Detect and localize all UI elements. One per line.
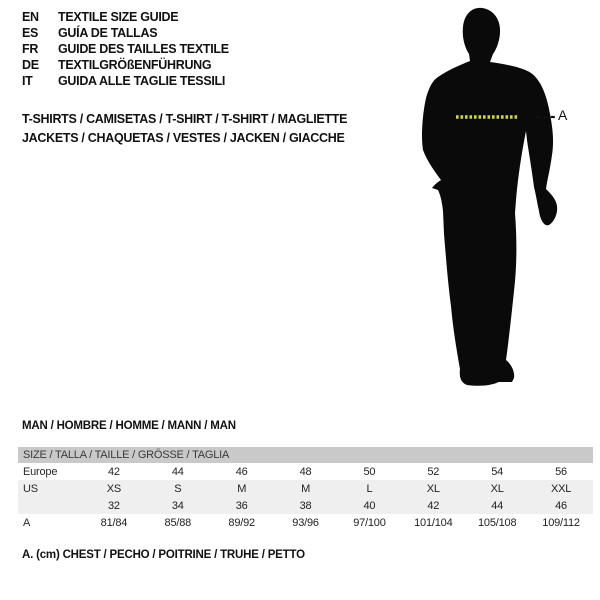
language-code: ES xyxy=(22,26,39,40)
size-cell: 97/100 xyxy=(353,516,386,529)
row-label: Europe xyxy=(23,465,58,478)
size-cell: 34 xyxy=(171,499,184,512)
size-cell: 46 xyxy=(555,499,567,512)
section-title-man: MAN / HOMBRE / HOMME / MANN / MAN xyxy=(22,420,236,432)
size-cell: XL xyxy=(490,482,504,495)
size-cell: 44 xyxy=(171,465,184,478)
size-cell: 85/88 xyxy=(164,516,192,529)
size-cell: 42 xyxy=(108,465,120,478)
list-item xyxy=(22,41,229,57)
man-silhouette-svg xyxy=(390,0,600,420)
size-cell: M xyxy=(301,482,311,495)
size-cell: 40 xyxy=(363,499,376,512)
language-code: FR xyxy=(22,42,39,56)
size-cell: 32 xyxy=(108,499,120,512)
size-cell: 89/92 xyxy=(228,516,255,529)
language-guide-list xyxy=(22,9,229,89)
size-cell: 50 xyxy=(363,465,376,478)
size-table xyxy=(18,447,593,531)
list-item xyxy=(22,57,229,73)
size-cell: XXL xyxy=(550,482,572,495)
table-row-europe xyxy=(18,463,593,480)
size-table-header: SIZE / TALLA / TAILLE / GRÖSSE / TAGLIA xyxy=(18,447,593,463)
size-cell: XS xyxy=(106,482,122,495)
size-cell: 36 xyxy=(235,499,248,512)
size-cell: 44 xyxy=(491,499,504,512)
size-cell: 93/96 xyxy=(292,516,319,529)
size-cell: 109/112 xyxy=(542,516,580,529)
table-row-us xyxy=(18,480,593,497)
row-label: US xyxy=(23,482,38,495)
size-cell: XL xyxy=(426,482,440,495)
table-row-chest-a xyxy=(18,514,593,531)
size-cell: 52 xyxy=(427,465,440,478)
size-cell: M xyxy=(237,482,247,495)
language-label: GUÍA DE TALLAS xyxy=(58,26,158,40)
category-line-tshirts: T-SHIRTS / CAMISETAS / T-SHIRT / T-SHIRT / MAGLIETTE xyxy=(22,112,348,126)
row-label: A xyxy=(23,516,31,529)
size-cell: 48 xyxy=(299,465,312,478)
size-cell: 81/84 xyxy=(100,516,128,529)
language-code: EN xyxy=(22,10,39,24)
size-cell: 38 xyxy=(299,499,312,512)
list-item xyxy=(22,9,229,25)
language-code: DE xyxy=(22,58,39,72)
size-cell: L xyxy=(366,482,373,495)
list-item xyxy=(22,25,229,41)
man-silhouette-shape xyxy=(422,8,557,386)
language-label: GUIDA ALLE TAGLIE TESSILI xyxy=(58,74,226,88)
table-row-numeric xyxy=(18,497,593,514)
language-label: TEXTILE SIZE GUIDE xyxy=(58,10,179,24)
size-cell: 101/104 xyxy=(414,516,453,529)
size-cell: 56 xyxy=(555,465,567,478)
language-label: TEXTILGRÖßENFÜHRUNG xyxy=(58,58,212,72)
category-line-jackets: JACKETS / CHAQUETAS / VESTES / JACKEN / GIACCHE xyxy=(22,131,345,145)
size-cell: 46 xyxy=(235,465,248,478)
measure-label-a: A xyxy=(558,107,568,123)
size-cell: 105/108 xyxy=(478,516,517,529)
size-cell: 42 xyxy=(427,499,440,512)
size-cell: 54 xyxy=(491,465,504,478)
man-silhouette-figure xyxy=(390,0,600,420)
category-lines xyxy=(22,110,347,148)
list-item xyxy=(22,73,229,89)
measurement-footnote: A. (cm) CHEST / PECHO / POITRINE / TRUHE / PETTO xyxy=(22,549,305,561)
language-label: GUIDE DES TAILLES TEXTILE xyxy=(58,42,229,56)
language-code: IT xyxy=(22,74,33,88)
size-cell: S xyxy=(174,482,182,495)
